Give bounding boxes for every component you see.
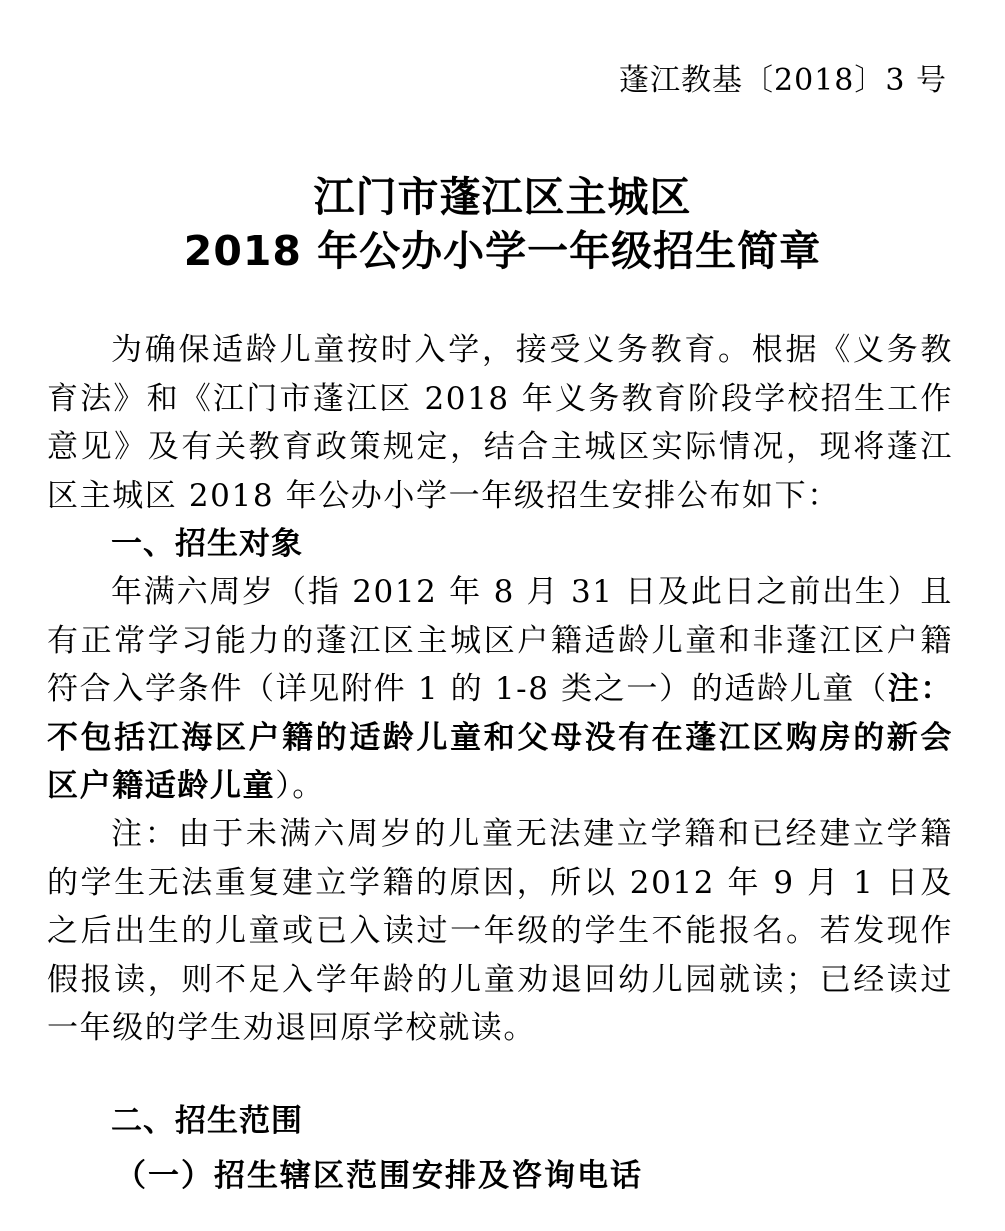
section1-bold-note: 注：不包括江海区户籍的适龄儿童和父母没有在蓬江区购房的新会区户籍适龄儿童 bbox=[47, 671, 953, 804]
section1-paragraph-start: 年满六周岁（指 2012 年 8 月 31 日及此日之前出生）且有正常学习能力的蓬江区主城区户籍适龄儿童和非蓬江区户籍符合入学条件（详见附件 1 的 1-8 类之一）的适龄儿童（ bbox=[47, 574, 953, 707]
section1-heading: 一、招生对象 bbox=[111, 526, 303, 562]
section1-paragraph-end: ）。 bbox=[275, 768, 325, 804]
page-title-line2: 2018 年公办小学一年级招生简章 bbox=[183, 227, 822, 275]
section2-heading: 二、招生范围 bbox=[111, 1103, 303, 1139]
section1-note: 注：由于未满六周岁的儿童无法建立学籍和已经建立学籍的学生无法重复建立学籍的原因，所以 2012 年 9 月 1 日及之后出生的儿童或已入读过一年级的学生不能报名。若发现作假报读，则不足入学年龄的儿童劝退回幼儿园就读；已经读过一年级的学生劝退回原学校就读。 bbox=[47, 816, 953, 1046]
doc-number: 蓬江教基〔2018〕3 号 bbox=[619, 63, 947, 98]
section1-paragraph bbox=[47, 568, 953, 811]
section2-subheading: （一）招生辖区范围安排及咨询电话 bbox=[115, 1158, 643, 1194]
page-title-line1: 江门市蓬江区主城区 bbox=[313, 173, 692, 221]
intro-paragraph: 为确保适龄儿童按时入学，接受义务教育。根据《义务教育法》和《江门市蓬江区 2018 年义务教育阶段学校招生工作意见》及有关教育政策规定，结合主城区实际情况，现将蓬江区主城区 2018 年公办小学一年级招生安排公布如下： bbox=[47, 332, 953, 514]
